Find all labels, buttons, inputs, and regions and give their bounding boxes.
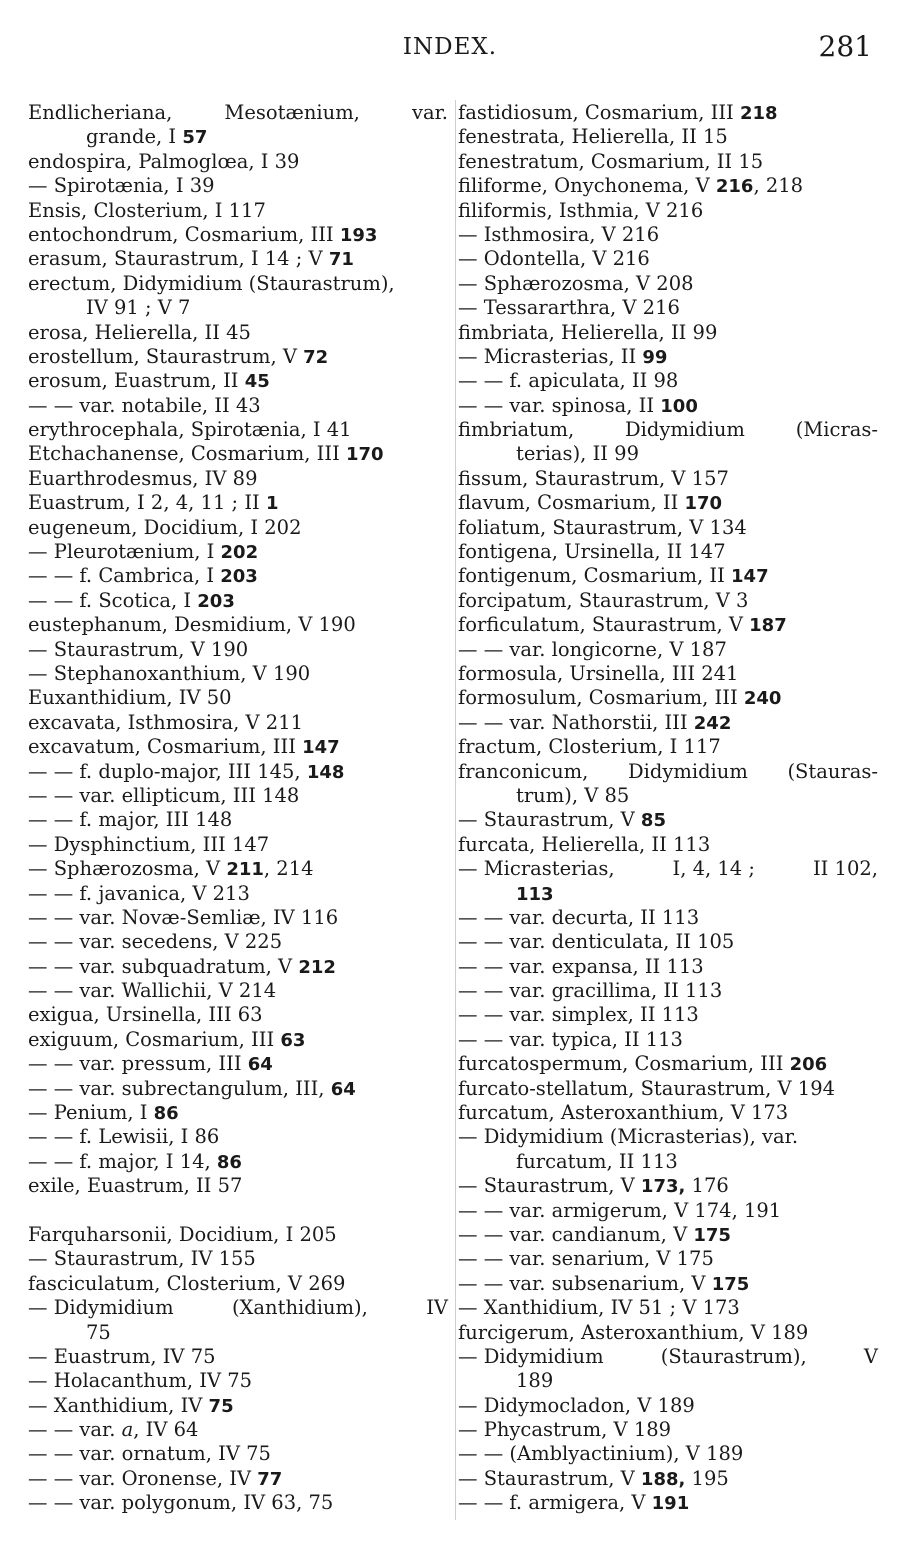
index-entry xyxy=(458,1028,878,1052)
entry-bold-page: 187 xyxy=(749,615,787,637)
entry-part: — Didymidium xyxy=(458,1344,604,1368)
entry-text: — Staurastrum, V xyxy=(458,808,641,832)
entry-text: — — var. xyxy=(28,1418,122,1442)
entry-text: — — f. major, I 14, xyxy=(28,1149,217,1173)
entry-bold-page: 240 xyxy=(743,688,782,710)
index-entry xyxy=(28,784,448,808)
entry-part: Endlicheriana, xyxy=(28,101,173,124)
index-entry xyxy=(28,882,448,906)
entry-text: — — var. notabile, II 43 xyxy=(28,393,261,417)
entry-text: — Sphærozosma, V 208 xyxy=(458,271,694,295)
index-entry xyxy=(458,833,878,857)
entry-text: — Sphærozosma, V xyxy=(28,857,227,881)
entry-text: entochondrum, Cosmarium, III xyxy=(28,222,340,246)
entry-text: fenestrata, Helierella, II 15 xyxy=(458,125,728,149)
index-entry xyxy=(458,540,878,564)
entry-text: Etchachanense, Cosmarium, III xyxy=(28,442,346,466)
index-entry xyxy=(28,321,448,345)
index-entry xyxy=(458,418,878,442)
index-entry xyxy=(28,223,448,247)
index-entry xyxy=(28,1028,448,1052)
index-entry xyxy=(458,247,878,271)
index-entry xyxy=(28,1296,448,1320)
entry-text: eugeneum, Docidium, I 202 xyxy=(28,515,302,539)
index-entry xyxy=(458,1223,878,1247)
entry-text: flavum, Cosmarium, II xyxy=(458,491,685,515)
index-entry xyxy=(458,223,878,247)
entry-text: IV 91 ; V 7 xyxy=(86,296,191,320)
entry-text: — — var. simplex, II 113 xyxy=(458,1003,699,1027)
entry-text: — — var. ornatum, IV 75 xyxy=(28,1442,271,1466)
entry-text: — — var. candianum, V xyxy=(458,1222,694,1246)
entry-text: — — var. subquadratum, V xyxy=(28,954,299,978)
index-entry xyxy=(28,1174,448,1198)
entry-part: I, 4, 14 ; xyxy=(672,857,755,881)
index-entry xyxy=(458,1125,878,1149)
entry-text: fimbriata, Helierella, II 99 xyxy=(458,320,718,344)
entry-text: trum), V 85 xyxy=(516,783,630,807)
entry-text: — — var. denticulata, II 105 xyxy=(458,930,735,954)
entry-part: — Micrasterias, xyxy=(458,857,615,881)
entry-bold-page: 203 xyxy=(197,590,235,612)
entry-text: Ensis, Closterium, I 117 xyxy=(28,198,266,222)
entry-part: fimbriatum, xyxy=(458,418,575,442)
index-entry xyxy=(458,150,878,174)
index-entry xyxy=(28,1491,448,1515)
index-entry xyxy=(458,199,878,223)
index-entry xyxy=(28,101,448,125)
entry-text: endospira, Palmoglœa, I 39 xyxy=(28,149,300,173)
index-entry xyxy=(458,369,878,393)
index-entry xyxy=(28,1321,448,1345)
entry-bold-page: 211 xyxy=(226,859,264,881)
index-entry xyxy=(28,394,448,418)
index-entry xyxy=(458,735,878,759)
index-entry xyxy=(28,150,448,174)
entry-text: — Odontella, V 216 xyxy=(458,247,650,271)
entry-text: fissum, Staurastrum, V 157 xyxy=(458,466,729,490)
entry-bold-page: 202 xyxy=(220,542,259,564)
entry-bold-page: 64 xyxy=(247,1054,273,1076)
entry-text: — Pleurotænium, I xyxy=(28,540,221,564)
index-entry xyxy=(28,686,448,710)
entry-text: — — f. Scotica, I xyxy=(28,588,198,612)
entry-part: (Micras- xyxy=(795,418,878,442)
index-entry xyxy=(28,296,448,320)
entry-part: V xyxy=(863,1344,878,1368)
entry-text: — — var. spinosa, II xyxy=(458,393,661,417)
index-entry xyxy=(458,125,878,149)
entry-bold-page: 203 xyxy=(220,566,258,588)
index-entry xyxy=(28,467,448,491)
entry-text: — Didymidium (Micrasterias), var. xyxy=(458,1125,799,1149)
entry-text: fontigena, Ursinella, II 147 xyxy=(458,540,726,564)
index-entry xyxy=(28,1442,448,1466)
index-entry xyxy=(28,174,448,198)
entry-text: — — f. javanica, V 213 xyxy=(28,881,250,905)
entry-text: — — var. Oronense, IV xyxy=(28,1466,258,1490)
index-entry xyxy=(28,735,448,759)
index-entry xyxy=(28,1369,448,1393)
entry-part: Mesotænium, xyxy=(224,101,360,124)
entry-bold-page: 45 xyxy=(244,371,270,393)
entry-text: — — var. Wallichii, V 214 xyxy=(28,979,277,1003)
entry-text: — Staurastrum, IV 155 xyxy=(28,1247,256,1271)
entry-part: (Xanthidium), xyxy=(231,1296,368,1320)
index-entry xyxy=(28,979,448,1003)
entry-text: furcata, Helierella, II 113 xyxy=(458,832,711,856)
entry-text: — — f. apiculata, II 98 xyxy=(458,369,679,393)
entry-text: eustephanum, Desmidium, V 190 xyxy=(28,613,356,637)
entry-text: — Tessararthra, V 216 xyxy=(458,296,680,320)
entry-bold-page: 99 xyxy=(642,346,668,368)
entry-text: exile, Euastrum, II 57 xyxy=(28,1174,243,1198)
entry-text: excavatum, Cosmarium, III xyxy=(28,735,303,759)
index-entry xyxy=(458,1442,878,1466)
index-entry xyxy=(28,540,448,564)
entry-text: fontigenum, Cosmarium, II xyxy=(458,564,732,588)
index-entry xyxy=(28,1467,448,1491)
index-entry xyxy=(458,638,878,662)
entry-text: fasciculatum, Closterium, V 269 xyxy=(28,1271,346,1295)
blank-line xyxy=(28,1199,448,1223)
entry-text: — Holacanthum, IV 75 xyxy=(28,1369,253,1393)
entry-text: foliatum, Staurastrum, V 134 xyxy=(458,515,747,539)
index-entry xyxy=(458,394,878,418)
entry-bold-page: 85 xyxy=(640,810,666,832)
entry-text: — — var. gracillima, II 113 xyxy=(458,979,723,1003)
index-entry xyxy=(458,1150,878,1174)
entry-text: — — var. subrectangulum, III, xyxy=(28,1076,331,1100)
entry-text: — — var. armigerum, V 174, 191 xyxy=(458,1198,782,1222)
entry-part: franconicum, xyxy=(458,759,589,783)
entry-text: — — (Amblyactinium), V 189 xyxy=(458,1442,744,1466)
index-entry xyxy=(458,1174,878,1198)
entry-text: erosa, Helierella, II 45 xyxy=(28,320,251,344)
entry-text: — — var. decurta, II 113 xyxy=(458,905,700,929)
entry-text-after: , IV 64 xyxy=(133,1418,199,1442)
entry-text: erosum, Euastrum, II xyxy=(28,369,245,393)
index-entry xyxy=(458,1199,878,1223)
entry-text: — — f. Cambrica, I xyxy=(28,564,221,588)
index-entry xyxy=(28,613,448,637)
index-entry xyxy=(458,1467,878,1491)
entry-text: — Staurastrum, V xyxy=(458,1174,641,1198)
entry-bold-page: 170 xyxy=(345,444,384,466)
entry-text: grande, I xyxy=(86,125,183,149)
entry-bold-page: 170 xyxy=(684,493,723,515)
entry-bold-page: 72 xyxy=(303,346,329,368)
entry-italic: a xyxy=(121,1418,134,1442)
entry-text: erasum, Staurastrum, I 14 ; V xyxy=(28,247,329,271)
index-entry xyxy=(28,1247,448,1271)
entry-bold-page: 212 xyxy=(298,956,336,978)
entry-text: — — var. Novæ-Semliæ, IV 116 xyxy=(28,905,339,929)
index-entry xyxy=(28,1077,448,1101)
entry-text: — — var. expansa, II 113 xyxy=(458,954,704,978)
entry-bold-page: 57 xyxy=(182,127,208,149)
index-entry xyxy=(28,491,448,515)
index-entry xyxy=(28,1125,448,1149)
index-entry xyxy=(458,491,878,515)
entry-bold-page: 206 xyxy=(789,1054,828,1076)
entry-bold-page: 148 xyxy=(306,761,345,783)
index-entry xyxy=(28,808,448,832)
entry-text: — — f. Lewisii, I 86 xyxy=(28,1125,220,1149)
entry-text: — Phycastrum, V 189 xyxy=(458,1418,672,1442)
entry-part: IV xyxy=(426,1296,448,1320)
index-entry xyxy=(458,613,878,637)
entry-text: terias), II 99 xyxy=(516,442,639,466)
entry-text: fenestratum, Cosmarium, II 15 xyxy=(458,149,764,173)
index-entry xyxy=(28,125,448,149)
entry-text: — Stephanoxanthium, V 190 xyxy=(28,661,311,685)
index-entry xyxy=(28,1052,448,1076)
entry-bold-page: 63 xyxy=(280,1029,306,1051)
index-entry xyxy=(458,1077,878,1101)
entry-text: — — f. armigera, V xyxy=(458,1491,652,1515)
index-entry xyxy=(458,760,878,784)
index-entry xyxy=(458,955,878,979)
entry-part: var. xyxy=(411,101,448,124)
entry-bold-page: 86 xyxy=(153,1103,179,1125)
entry-text: furcatospermum, Cosmarium, III xyxy=(458,1052,790,1076)
entry-text: — Euastrum, IV 75 xyxy=(28,1344,216,1368)
entry-text: furcatum, Asteroxanthium, V 173 xyxy=(458,1101,789,1125)
entry-text: — — var. ellipticum, III 148 xyxy=(28,783,300,807)
index-entry xyxy=(458,906,878,930)
index-entry xyxy=(458,174,878,198)
index-entry xyxy=(458,1101,878,1125)
index-entry xyxy=(458,1003,878,1027)
index-entry xyxy=(28,1003,448,1027)
entry-part: (Staurastrum), xyxy=(660,1344,807,1368)
entry-text: — Micrasterias, II xyxy=(458,344,643,368)
entry-bold-page: 147 xyxy=(302,737,340,759)
index-entry xyxy=(458,711,878,735)
index-entry xyxy=(28,857,448,881)
index-entry xyxy=(28,1101,448,1125)
entry-text: forcipatum, Staurastrum, V 3 xyxy=(458,588,749,612)
entry-text: — — var. Nathorstii, III xyxy=(458,710,694,734)
index-entry xyxy=(458,589,878,613)
index-entry xyxy=(458,1345,878,1369)
index-entry xyxy=(28,662,448,686)
entry-text: Farquharsonii, Docidium, I 205 xyxy=(28,1222,337,1246)
index-column-left xyxy=(28,101,448,1516)
index-entry xyxy=(458,1491,878,1515)
entry-text: — Xanthidium, IV 51 ; V 173 xyxy=(458,1296,740,1320)
entry-text: — — var. typica, II 113 xyxy=(458,1027,683,1051)
entry-bold-page: 218 xyxy=(739,103,778,124)
entry-text: — — var. secedens, V 225 xyxy=(28,930,283,954)
entry-bold-page: 147 xyxy=(731,566,769,588)
entry-bold-page: 191 xyxy=(651,1493,690,1515)
entry-text: formosulum, Cosmarium, III xyxy=(458,686,744,710)
index-entry xyxy=(28,516,448,540)
page-header xyxy=(0,30,900,70)
entry-text-after: , 218 xyxy=(753,174,804,198)
entry-text: — Staurastrum, V 190 xyxy=(28,637,249,661)
entry-bold-page: 64 xyxy=(330,1078,356,1100)
index-entry xyxy=(28,1418,448,1442)
entry-text: — Didymocladon, V 189 xyxy=(458,1393,695,1417)
index-entry xyxy=(458,662,878,686)
index-entry xyxy=(28,247,448,271)
entry-bold-page: 175 xyxy=(711,1273,750,1295)
index-entry xyxy=(458,979,878,1003)
index-entry xyxy=(28,906,448,930)
index-entry xyxy=(458,930,878,954)
index-entry xyxy=(28,369,448,393)
entry-text-after: 195 xyxy=(685,1466,729,1490)
index-entry xyxy=(458,321,878,345)
index-entry xyxy=(28,833,448,857)
entry-text: filiforme, Onychonema, V xyxy=(458,174,716,198)
entry-text: forficulatum, Staurastrum, V xyxy=(458,613,750,637)
entry-bold-page: 175 xyxy=(693,1224,731,1246)
entry-text: — — var. senarium, V 175 xyxy=(458,1247,714,1271)
index-entry xyxy=(28,442,448,466)
entry-part: Didymidium xyxy=(627,759,748,783)
entry-text: — Dysphinctium, III 147 xyxy=(28,832,270,856)
index-entry xyxy=(458,1369,878,1393)
entry-text: — — var. polygonum, IV 63, 75 xyxy=(28,1491,334,1515)
index-entry xyxy=(28,760,448,784)
index-entry xyxy=(458,882,878,906)
entry-text: furcigerum, Asteroxanthium, V 189 xyxy=(458,1320,809,1344)
index-entry xyxy=(458,1247,878,1271)
index-entry xyxy=(28,638,448,662)
entry-text: Euarthrodesmus, IV 89 xyxy=(28,466,258,490)
index-entry xyxy=(28,1223,448,1247)
index-entry xyxy=(458,1321,878,1345)
entry-text: 75 xyxy=(86,1320,111,1344)
entry-bold-page: 100 xyxy=(660,395,698,417)
entry-text: — — var. pressum, III xyxy=(28,1052,248,1076)
entry-bold-page: 71 xyxy=(328,249,354,271)
entry-text: — — f. major, III 148 xyxy=(28,808,233,832)
entry-text: Euastrum, I 2, 4, 11 ; II xyxy=(28,491,266,515)
index-entry xyxy=(28,930,448,954)
index-entry xyxy=(458,272,878,296)
entry-part: (Stauras- xyxy=(787,759,878,783)
index-entry xyxy=(458,345,878,369)
entry-text: — — var. subsenarium, V xyxy=(458,1271,712,1295)
index-entry xyxy=(458,1418,878,1442)
entry-bold-page: 86 xyxy=(216,1151,242,1173)
index-entry xyxy=(458,101,878,125)
index-entry xyxy=(28,955,448,979)
index-entry xyxy=(28,1345,448,1369)
entry-text: — Xanthidium, IV xyxy=(28,1393,209,1417)
entry-text: Euxanthidium, IV 50 xyxy=(28,686,232,710)
entry-bold-page: 77 xyxy=(257,1468,283,1490)
entry-text: fractum, Closterium, I 117 xyxy=(458,735,721,759)
entry-text: — — var. longicorne, V 187 xyxy=(458,637,727,661)
index-entry xyxy=(458,1296,878,1320)
entry-text: erythrocephala, Spirotænia, I 41 xyxy=(28,418,352,442)
entry-part: Didymidium xyxy=(625,418,745,442)
entry-text: furcatum, II 113 xyxy=(516,1149,678,1173)
entry-part: II 102, xyxy=(812,857,878,881)
entry-bold-page: 173, xyxy=(640,1176,686,1198)
index-entry xyxy=(28,418,448,442)
index-entry xyxy=(458,296,878,320)
entry-bold-page: 75 xyxy=(208,1395,234,1417)
index-entry xyxy=(458,1052,878,1076)
entry-text: formosula, Ursinella, III 241 xyxy=(458,661,739,685)
index-entry xyxy=(28,1394,448,1418)
index-entry xyxy=(28,1272,448,1296)
entry-text-after: 176 xyxy=(685,1174,729,1198)
entry-bold-page: 188, xyxy=(640,1468,686,1490)
index-entry xyxy=(28,199,448,223)
column-divider xyxy=(455,100,456,1520)
entry-bold-page: 216 xyxy=(715,176,754,198)
entry-text: — Staurastrum, V xyxy=(458,1466,641,1490)
index-entry xyxy=(28,711,448,735)
entry-text: exigua, Ursinella, III 63 xyxy=(28,1003,263,1027)
index-entry xyxy=(458,857,878,881)
index-entry xyxy=(28,1150,448,1174)
index-entry xyxy=(458,564,878,588)
page-number: 281 xyxy=(818,30,872,63)
entry-bold-page: 1 xyxy=(265,493,279,515)
index-entry xyxy=(458,442,878,466)
index-entry xyxy=(458,686,878,710)
entry-bold-page: 113 xyxy=(516,883,554,905)
index-entry xyxy=(458,1394,878,1418)
index-entry xyxy=(28,589,448,613)
index-entry xyxy=(458,1272,878,1296)
index-entry xyxy=(28,564,448,588)
index-entry xyxy=(28,272,448,296)
index-entry xyxy=(458,467,878,491)
entry-text-after: , 214 xyxy=(263,857,314,881)
entry-text: — Spirotænia, I 39 xyxy=(28,174,215,198)
index-entry xyxy=(458,516,878,540)
running-title: INDEX. xyxy=(402,34,498,60)
entry-text: erostellum, Staurastrum, V xyxy=(28,344,304,368)
index-entry xyxy=(28,345,448,369)
entry-text: — Isthmosira, V 216 xyxy=(458,222,660,246)
entry-bold-page: 193 xyxy=(339,224,378,246)
index-entry xyxy=(458,808,878,832)
index-column-right xyxy=(458,101,878,1516)
entry-text: 189 xyxy=(516,1369,554,1393)
entry-part: — Didymidium xyxy=(28,1296,174,1320)
entry-bold-page: 242 xyxy=(693,712,732,734)
entry-text: exiguum, Cosmarium, III xyxy=(28,1027,281,1051)
entry-text: — Penium, I xyxy=(28,1101,154,1125)
entry-text: excavata, Isthmosira, V 211 xyxy=(28,710,304,734)
index-entry xyxy=(458,784,878,808)
entry-text: — — f. duplo-major, III 145, xyxy=(28,759,307,783)
entry-text: furcato-stellatum, Staurastrum, V 194 xyxy=(458,1076,836,1100)
entry-text: fastidiosum, Cosmarium, III xyxy=(458,101,740,124)
entry-text: filiformis, Isthmia, V 216 xyxy=(458,198,704,222)
entry-text: erectum, Didymidium (Staurastrum), xyxy=(28,271,395,295)
